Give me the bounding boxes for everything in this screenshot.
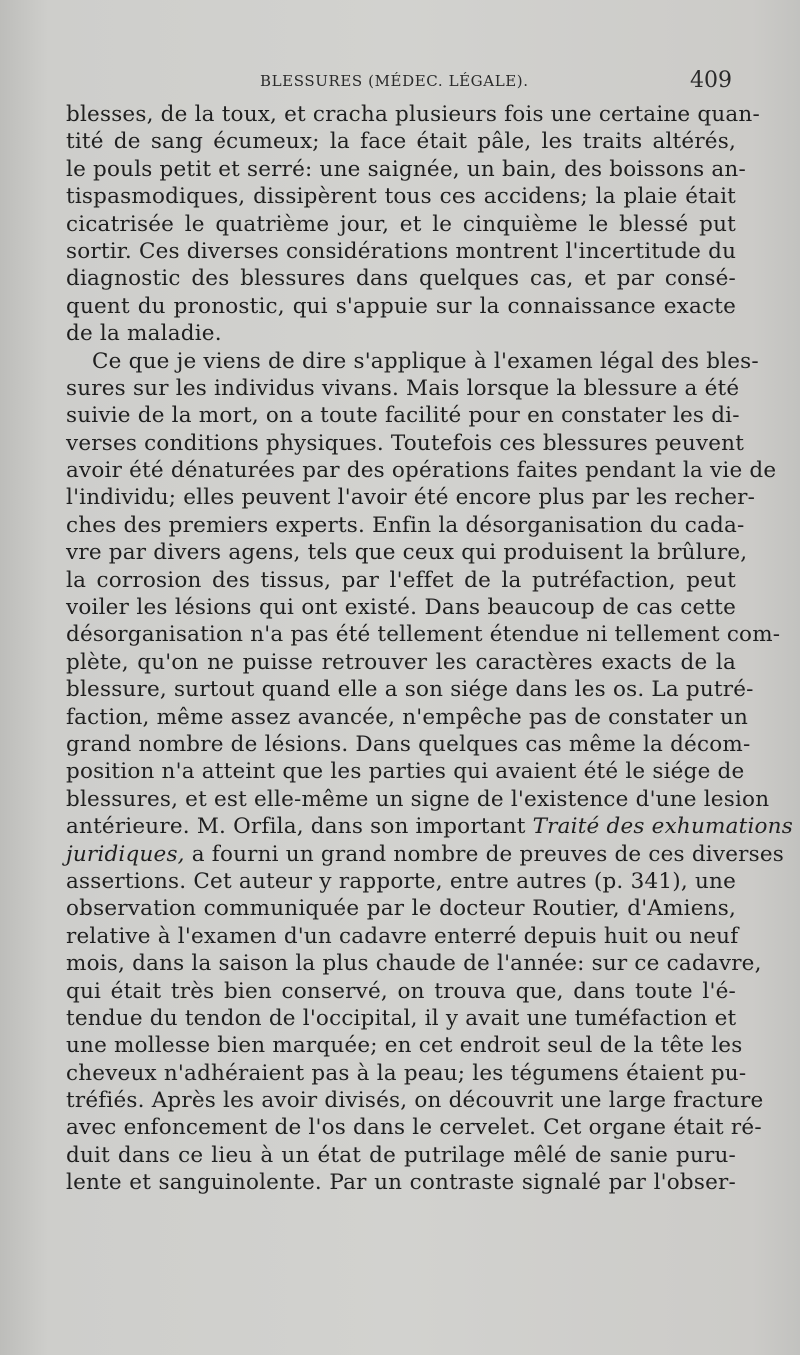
text-line	[66, 813, 793, 840]
text-line: avec enfoncement de l'os dans le cervelet. Cet organe était ré-	[66, 1115, 762, 1141]
text-line: de la maladie.	[66, 321, 222, 347]
text-line: ches des premiers experts. Enfin la désorganisation du cada-	[66, 512, 745, 538]
text-line: diagnostic des blessures dans quelques cas, et par consé-	[66, 266, 736, 292]
text-line: le pouls petit et serré: une saignée, un bain, des boissons an-	[66, 156, 746, 182]
text-line: grand nombre de lésions. Dans quelques cas même la décom-	[66, 731, 751, 757]
text-line	[66, 841, 784, 868]
text-line: relative à l'examen d'un cadavre enterré depuis huit ou neuf	[66, 923, 739, 949]
text-line: blessure, surtout quand elle a son siége dans les os. La putré-	[66, 677, 754, 703]
text-line: la corrosion des tissus, par l'effet de la putréfaction, peut	[66, 567, 736, 593]
text-line: désorganisation n'a pas été tellement étendue ni tellement com-	[66, 622, 781, 648]
text-line: faction, même assez avancée, n'empêche pas de constater un	[66, 704, 749, 730]
book-title-italic: Traité des exhumations	[532, 814, 793, 840]
text-line: mois, dans la saison la plus chaude de l'année: sur ce cadavre,	[66, 951, 762, 977]
text-segment: antérieure. M. Orfila, dans son important	[66, 814, 533, 840]
text-line: lente et sanguinolente. Par un contraste signalé par l'obser-	[66, 1170, 736, 1196]
text-line: observation communiquée par le docteur Routier, d'Amiens,	[66, 896, 736, 922]
text-line: Ce que je viens de dire s'applique à l'examen légal des bles-	[92, 348, 759, 374]
text-line: blessures, et est elle-même un signe de l'existence d'une lesion	[66, 786, 770, 812]
text-line: verses conditions physiques. Toutefois ces blessures peuvent	[66, 430, 745, 456]
text-line: cheveux n'adhéraient pas à la peau; les tégumens étaient pu-	[66, 1060, 747, 1086]
page-number: 409	[690, 68, 732, 93]
text-line: suivie de la mort, on a toute facilité pour en constater les di-	[66, 403, 740, 429]
text-line: tispasmodiques, dissipèrent tous ces accidens; la plaie était	[66, 184, 736, 210]
text-line: voiler les lésions qui ont existé. Dans beaucoup de cas cette	[66, 595, 736, 621]
text-line: une mollesse bien marquée; en cet endroit seul de la tête les	[66, 1033, 743, 1059]
text-line: plète, qu'on ne puisse retrouver les caractères exacts de la	[66, 649, 736, 675]
text-line: qui était très bien conservé, on trouva que, dans toute l'é-	[66, 978, 736, 1004]
text-segment: a fourni un grand nombre de preuves de ces diverses	[184, 841, 784, 867]
text-line: assertions. Cet auteur y rapporte, entre autres (p. 341), une	[66, 868, 736, 894]
text-line: tréfiés. Après les avoir divisés, on découvrit une large fracture	[66, 1088, 764, 1114]
text-line: sortir. Ces diverses considérations montrent l'incertitude du	[66, 238, 737, 264]
text-line: cicatrisée le quatrième jour, et le cinquième le blessé put	[66, 211, 736, 237]
text-line: tendue du tendon de l'occipital, il y avait une tuméfaction et	[66, 1005, 737, 1031]
text-line: avoir été dénaturées par des opérations faites pendant la vie de	[66, 458, 777, 484]
running-title: BLESSURES (MÉDEC. LÉGALE).	[260, 72, 529, 90]
text-line: blesses, de la toux, et cracha plusieurs fois une certaine quan-	[66, 102, 760, 127]
body-text	[66, 101, 793, 1197]
book-title-italic: juridiques,	[66, 841, 185, 867]
text-line: position n'a atteint que les parties qui avaient été le siége de	[66, 759, 745, 785]
text-line: quent du pronostic, qui s'appuie sur la connaissance exacte	[66, 293, 736, 319]
text-line: sures sur les individus vivans. Mais lorsque la blessure a été	[66, 375, 740, 401]
text-line: l'individu; elles peuvent l'avoir été encore plus par les recher-	[66, 485, 756, 511]
text-line: duit dans ce lieu à un état de putrilage mêlé de sanie puru-	[66, 1142, 736, 1168]
text-line: vre par divers agens, tels que ceux qui produisent la brûlure,	[66, 540, 748, 566]
text-line: tité de sang écumeux; la face était pâle, les traits altérés,	[66, 129, 736, 155]
running-head	[68, 68, 736, 98]
